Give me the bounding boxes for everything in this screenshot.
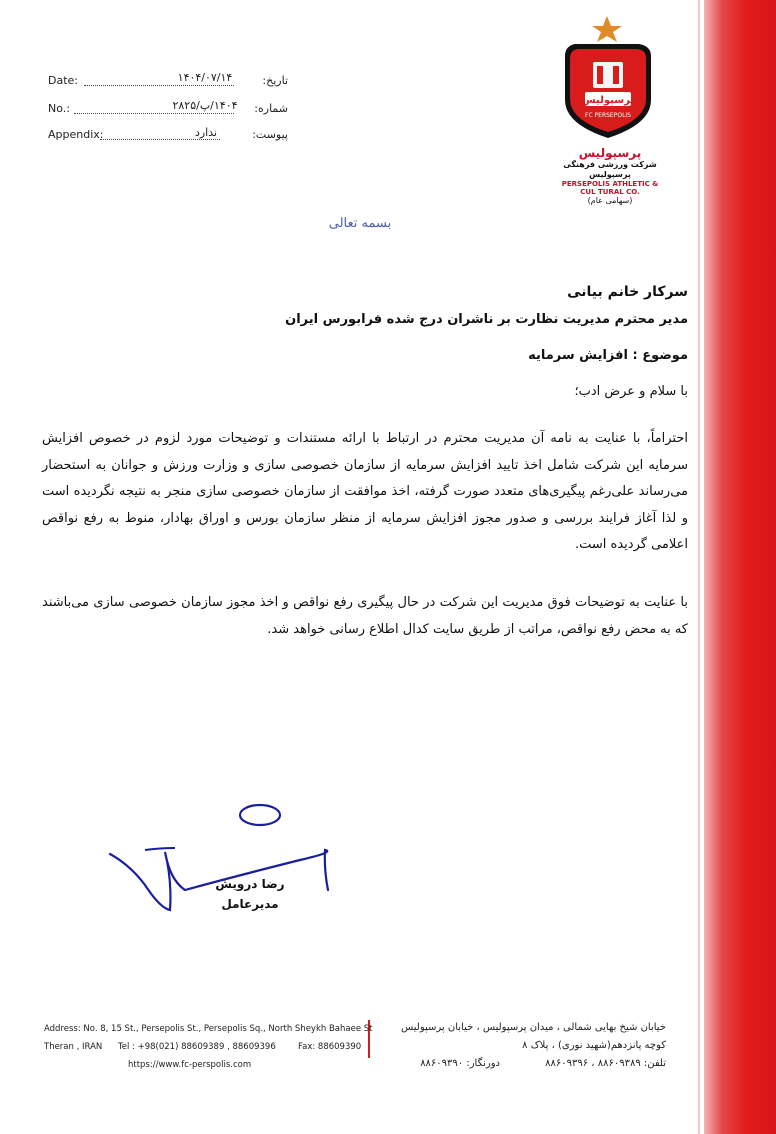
footer-tel-fa: تلفن: ۸۸۶۰۹۳۸۹ ، ۸۸۶۰۹۳۹۶: [545, 1058, 666, 1069]
addressee-title: مدیر محترم مدیریت نظارت بر ناشران درج شده فرابورس ایران: [285, 312, 688, 327]
date-label-fa: تاریخ:: [262, 74, 288, 87]
greeting: با سلام و عرض ادب؛: [574, 384, 688, 399]
footer-address-fa-2: کوچه پانزدهم(شهید نوری) ، پلاک ۸: [522, 1040, 666, 1051]
addressee-name: سرکار خانم بیانی: [567, 284, 688, 300]
body-paragraph-2: با عنایت به توضیحات فوق مدیریت این شرکت در حال پیگیری رفع نواقص و اخذ مجوز سازمان خصوصی سازی می‌باشند که به محض رفع نواقص، مراتب از طریق سایت کدال اطلاع رسانی خواهد شد.: [42, 595, 688, 637]
body-paragraph-1: احتراماً، با عنایت به نامه آن مدیریت محترم در ارتباط با ارائه مستندات و توضیحات مورد لزوم در خصوص افزایش سرمایه این شرکت شامل اخذ تایید افزایش سرمایه از سازمان خصوصی سازی و وزارت ورزش و جوانان به استحضار می‌رساند علی‌رغم پیگیری‌های متعدد صورت گرفته، اخذ موافقت از سازمان خصوصی سازی منجر به نتیجه نگردیده است و لذا آغاز فرایند بررسی و صدور مجوز افزایش سرمایه از منظر سازمان بورس و اوراق بهادار، منوط به رفع نواقص اعلامی گردیده است.: [42, 431, 688, 552]
footer-fax-fa: دورنگار: ۸۸۶۰۹۳۹۰: [420, 1058, 500, 1069]
appendix-row: [48, 126, 288, 142]
logo-company-type: (سهامی عام): [587, 196, 633, 205]
subject-line: موضوع : افزایش سرمایه: [528, 348, 688, 363]
footer-address-en: Address: No. 8, 15 St., Persepolis St., Persepolis Sq., North Sheykh Bahaee St: [44, 1024, 373, 1034]
date-label-en: Date:: [48, 74, 78, 87]
appendix-value: ندارد: [194, 126, 218, 139]
svg-text:FC PERSEPOLIS: FC PERSEPOLIS: [585, 112, 631, 119]
logo-company-en: PERSEPOLIS ATHLETIC & CUL TURAL CO.: [561, 180, 659, 196]
persepolis-crest-icon: [555, 12, 665, 142]
appendix-label-fa: پیوست:: [252, 128, 288, 141]
footer-address-fa-1: خیابان شیخ بهایی شمالی ، میدان پرسپولیس ، خیابان پرسپولیس: [401, 1022, 666, 1033]
signatory-block: [200, 874, 300, 914]
signatory-position: مدیرعامل: [221, 897, 279, 911]
red-side-strip: [704, 0, 776, 1134]
footer-city-en: Theran , IRAN: [44, 1042, 103, 1052]
logo-company-fa: شرکت ورزشی فرهنگی پرسپولیس: [563, 160, 657, 179]
date-value: ۱۴۰۴/۰۷/۱۴: [177, 71, 233, 84]
footer-tel-en: Tel : +98(021) 88609389 , 88609396: [118, 1042, 276, 1052]
signatory-name: رضا درویش: [215, 877, 285, 891]
svg-text:پرسپولیس: پرسپولیس: [581, 95, 635, 106]
date-row: [48, 71, 288, 88]
logo-name-fa: پرسپولیس: [578, 146, 642, 160]
footer-fax-en: Fax: 88609390: [298, 1042, 362, 1052]
number-row: [48, 99, 288, 116]
bismillah-heading: بسمه تعالی: [328, 216, 392, 231]
club-logo: [555, 12, 665, 205]
number-value: ۱۴۰۴/پ/۲۸۲۵: [172, 99, 238, 112]
number-label-en: No.:: [48, 102, 70, 115]
appendix-label-en: Appendix:: [48, 128, 104, 141]
footer-website[interactable]: https://www.fc-perspolis.com: [128, 1060, 252, 1070]
number-label-fa: شماره:: [254, 102, 288, 115]
margin-line: [698, 0, 700, 1134]
